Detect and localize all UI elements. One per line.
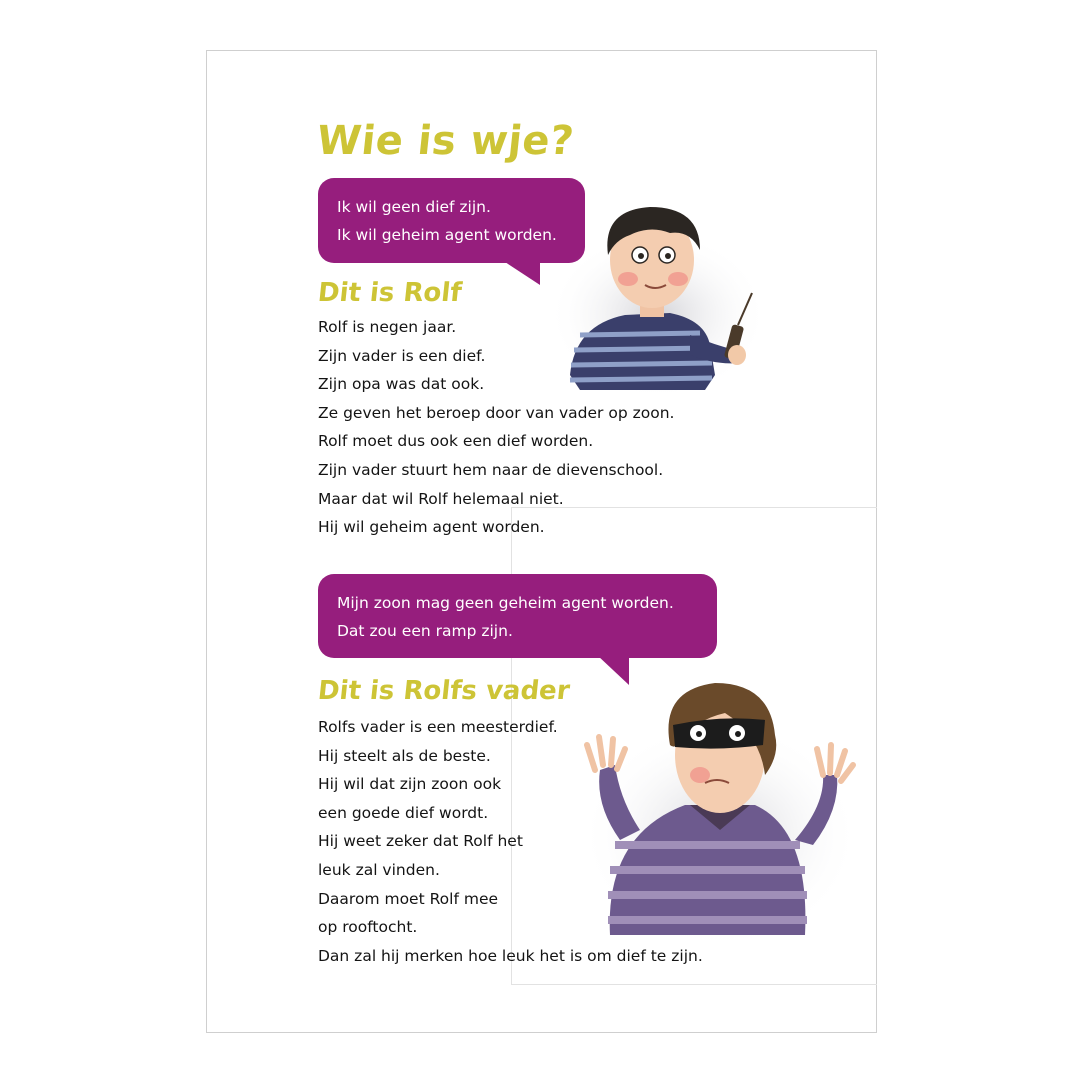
text-line: Zijn vader stuurt hem naar de dievenschool. (318, 460, 664, 479)
page-title: Wie is wje? (314, 118, 577, 164)
text-line: Hij wil dat zijn zoon ook (318, 775, 502, 794)
text-line: Zijn vader is een dief. (318, 346, 486, 365)
section-heading-father: Dit is Rolfs vader (316, 676, 572, 706)
speech-bubble-tail (502, 260, 540, 285)
text-line: Rolf moet dus ook een dief worden. (318, 432, 594, 451)
text-line: Maar dat wil Rolf helemaal niet. (318, 489, 564, 508)
section-text-rolf (318, 313, 674, 542)
text-line: Hij wil geheim agent worden. (318, 518, 545, 537)
text-line: Ze geven het beroep door van vader op zoon. (318, 403, 675, 422)
text-line: Dan zal hij merken hoe leuk het is om dief te zijn. (318, 946, 703, 965)
text-line: leuk zal vinden. (318, 860, 440, 879)
text-line: Daarom moet Rolf mee (318, 889, 499, 908)
text-line: Rolfs vader is een meesterdief. (318, 718, 558, 736)
bubble-line: Ik wil geheim agent worden. (337, 226, 557, 244)
text-line: Hij weet zeker dat Rolf het (318, 832, 523, 851)
text-line: Rolf is negen jaar. (318, 318, 457, 336)
section-heading-rolf: Dit is Rolf (316, 278, 464, 308)
text-line: op rooftocht. (318, 918, 418, 937)
section-text-father (318, 713, 703, 970)
bubble-line: Ik wil geen dief zijn. (337, 198, 491, 216)
speech-bubble-father (318, 574, 717, 658)
text-line: Zijn opa was dat ook. (318, 375, 485, 394)
bubble-line: Dat zou een ramp zijn. (337, 622, 513, 640)
text-line: Hij steelt als de beste. (318, 746, 491, 765)
bubble-line: Mijn zoon mag geen geheim agent worden. (337, 594, 674, 612)
text-line: een goede dief wordt. (318, 803, 489, 822)
